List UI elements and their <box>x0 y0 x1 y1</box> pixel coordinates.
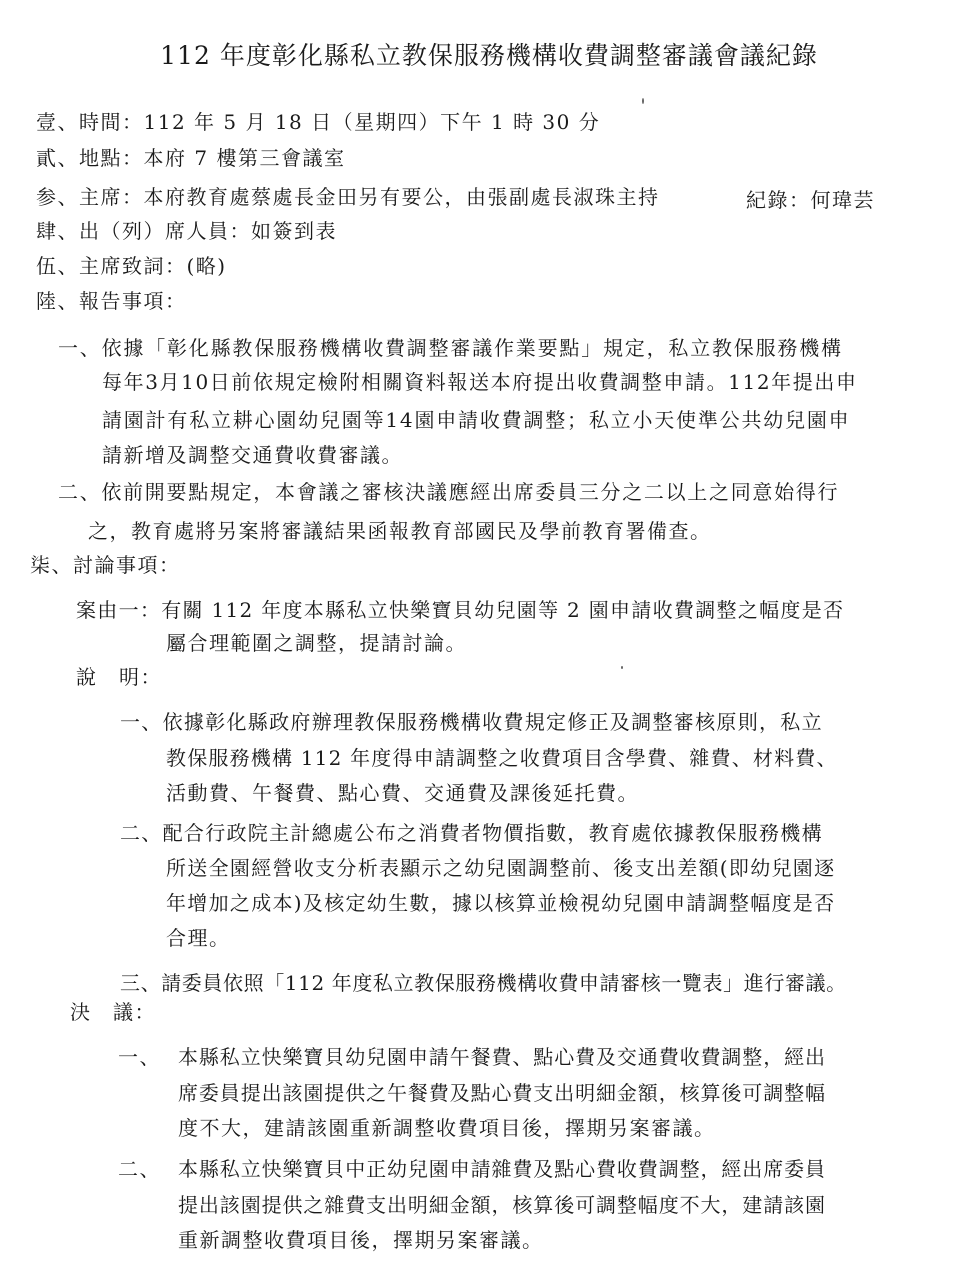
resolution-2-line-3: 重新調整收費項目後，擇期另案審議。 <box>178 1228 544 1252</box>
report-item-1-line-1: 一、依據「彰化縣教保服務機構收費調整審議作業要點」規定，私立教保服務機構 <box>58 336 843 360</box>
report-item-2-line-2: 之，教育處將另案將審議結果函報教育部國民及學前教育署備查。 <box>88 519 712 543</box>
resolution-2-line-2: 提出該園提供之雜費支出明細金額，核算後可調整幅度不大，建請該園 <box>178 1193 826 1217</box>
report-item-1-line-4: 請新增及調整交通費收費審議。 <box>102 443 403 467</box>
case-line-2: 屬合理範圍之調整，提請討論。 <box>166 631 467 655</box>
scan-speck <box>642 98 644 104</box>
resolution-2-line-1: 本縣私立快樂寶貝中正幼兒園申請雜費及點心費收費調整，經出席委員 <box>178 1157 826 1181</box>
case-line-1: 案由一：有關 112 年度本縣私立快樂寶貝幼兒園等 2 園申請收費調整之幅度是否 <box>76 598 845 622</box>
meeting-time: 壹、時間：112 年 5 月 18 日（星期四）下午 1 時 30 分 <box>36 110 601 134</box>
explanation-2-line-4: 合理。 <box>166 926 231 950</box>
report-heading: 陸、報告事項： <box>36 289 187 313</box>
report-item-2-line-1: 二、依前開要點規定，本會議之審核決議應經出席委員三分之二以上之同意始得行 <box>58 480 840 504</box>
meeting-chair: 参、主席：本府教育處蔡處長金田另有要公，由張副處長淑珠主持 <box>36 185 660 209</box>
meeting-attendees: 肆、出（列）席人員：如簽到表 <box>36 219 337 243</box>
explanation-2-line-3: 年增加之成本)及核定幼生數，據以核算並檢視幼兒園申請調整幅度是否 <box>166 891 836 915</box>
explanation-1-line-2: 教保服務機構 112 年度得申請調整之收費項目含學費、雜費、材料費、 <box>166 746 838 770</box>
scan-speck <box>621 666 623 669</box>
report-item-1-line-3: 請園計有私立耕心園幼兒園等14園申請收費調整；私立小天使準公共幼兒園申 <box>102 408 851 432</box>
explanation-label: 說 明： <box>76 665 162 689</box>
resolution-1-line-2: 席委員提出該園提供之午餐費及點心費支出明細金額，核算後可調整幅 <box>178 1081 826 1105</box>
explanation-1-line-1: 一、依據彰化縣政府辦理教保服務機構收費規定修正及調整審核原則，私立 <box>120 710 823 734</box>
resolution-1-number: 一、 <box>118 1045 161 1069</box>
document-title: 112 年度彰化縣私立教保服務機構收費調整審議會議紀錄 <box>160 41 818 70</box>
report-item-1-line-2: 每年3月10日前依規定檢附相關資料報送本府提出收費調整申請。112年提出申 <box>102 370 858 394</box>
explanation-1-line-3: 活動費、午餐費、點心費、交通費及課後延托費。 <box>166 781 639 805</box>
discussion-heading: 柒、討論事項： <box>30 553 181 577</box>
resolution-2-number: 二、 <box>118 1157 161 1181</box>
chair-remarks: 伍、主席致詞：(略) <box>36 254 227 278</box>
meeting-place: 貳、地點：本府 7 樓第三會議室 <box>36 146 346 170</box>
explanation-2-line-2: 所送全園經營收支分析表顯示之幼兒園調整前、後支出差額(即幼兒園逐 <box>166 856 836 880</box>
resolution-1-line-3: 度不大，建請該園重新調整收費項目後，擇期另案審議。 <box>178 1116 716 1140</box>
resolution-label: 決 議： <box>70 1000 156 1024</box>
explanation-2-line-1: 二、配合行政院主計總處公布之消費者物價指數，教育處依據教保服務機構 <box>120 821 823 845</box>
meeting-recorder: 紀錄：何瑋芸 <box>746 188 875 212</box>
resolution-1-line-1: 本縣私立快樂寶貝幼兒園申請午餐費、點心費及交通費收費調整，經出 <box>178 1045 826 1069</box>
explanation-3: 三、請委員依照「112 年度私立教保服務機構收費申請審核一覽表」進行審議。 <box>120 971 847 995</box>
